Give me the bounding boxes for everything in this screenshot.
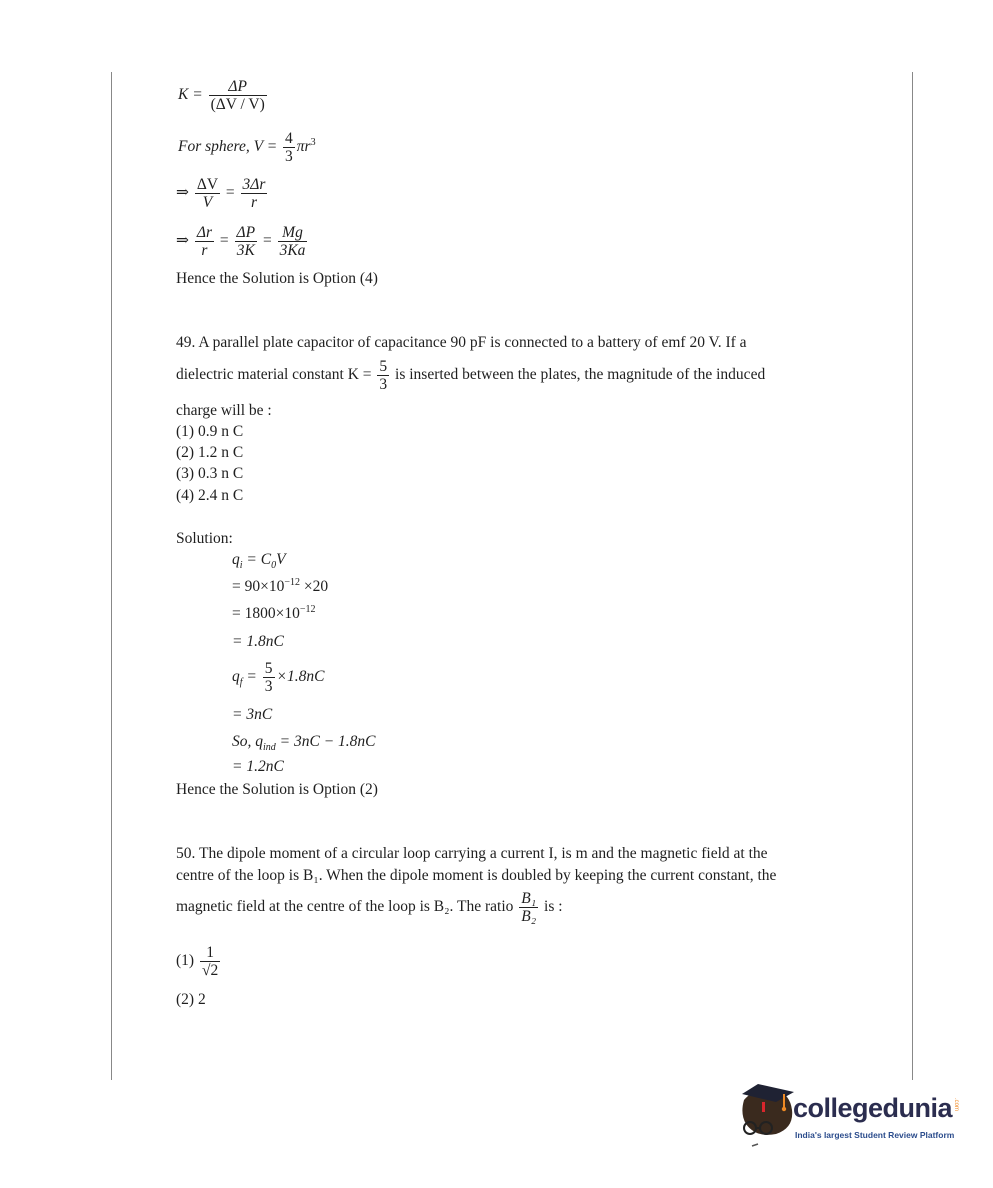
q50-option-2: (2) 2 xyxy=(176,991,206,1008)
q49-step-6: = 3nC xyxy=(232,706,273,723)
q49-question-line1: 49. A parallel plate capacitor of capacitance 90 pF is connected to a battery of emf 20 V. If a xyxy=(176,334,747,351)
bulk-modulus-equation: K = $\frac{\Delta P}{(\Delta V / V)}$ xyxy=(178,78,265,113)
q49-solution-label: Solution: xyxy=(176,530,233,547)
q49-option-1: (1) 0.9 n C xyxy=(176,423,244,440)
q49-option-3: (3) 0.3 n C xyxy=(176,465,244,482)
radius-strain-equation: ⇒ $\frac{\Delta r}{r}$ = $\frac{\Delta P}{3K}$ = $\frac{Mg}{3Ka}$ xyxy=(176,224,306,259)
q50-question-line2: centre of the loop is B₁. When the dipole moment is doubled by keeping the current constant, the xyxy=(176,867,777,884)
left-margin-line xyxy=(111,72,112,1080)
q50-option-1: (1) $\frac{1}{√2}$ xyxy=(176,944,219,979)
q49-step-8: = 1.2nC xyxy=(232,758,284,775)
q48-conclusion: Hence the Solution is Option (4) xyxy=(176,270,378,287)
q49-option-4: (4) 2.4 n C xyxy=(176,487,244,504)
q49-step-1: $q_i = C_0V$ xyxy=(232,551,286,572)
collegedunia-wordmark: collegedunia xyxy=(793,1093,953,1123)
q49-step-4: = 1.8nC xyxy=(232,633,284,650)
sphere-volume-equation: For sphere, V = $\frac{4}{3}$ $\pi r^3$ xyxy=(178,130,316,165)
q50-question-line3: magnetic field at the centre of the loop is B₂. The ratio $\frac{\text{B₁}}{\text{B₂}}$ is : xyxy=(176,890,563,925)
q49-step-2: = $90\times 10^{-12} \times 20$ xyxy=(232,576,329,595)
q49-question-line2: dielectric material constant K = $\frac{5}{3}$ is inserted between the plates, the magnitude of the induced xyxy=(176,358,766,393)
collegedunia-tagline: India's largest Student Review Platform xyxy=(795,1130,955,1140)
q49-option-2: (2) 1.2 n C xyxy=(176,444,244,461)
right-margin-line xyxy=(912,72,913,1080)
collegedunia-com-suffix: .com xyxy=(953,1098,959,1112)
q49-conclusion: Hence the Solution is Option (2) xyxy=(176,781,378,798)
q49-step-7: So, $q_{ind} = 3nC - 1.8nC$ xyxy=(232,733,376,754)
q49-step-5: $q_f$ = $\frac{5}{3}$ ×1.8nC xyxy=(232,660,325,695)
volume-strain-equation: ⇒ $\frac{\Delta V}{V}$ = $\frac{3\Delta r}{r}$ xyxy=(176,176,266,211)
q49-step-3: = $1800\times 10^{-12}$ xyxy=(232,603,316,622)
q50-question-line1: 50. The dipole moment of a circular loop carrying a current I, is m and the magnetic field at the xyxy=(176,845,768,862)
q49-question-line3: charge will be : xyxy=(176,402,272,419)
